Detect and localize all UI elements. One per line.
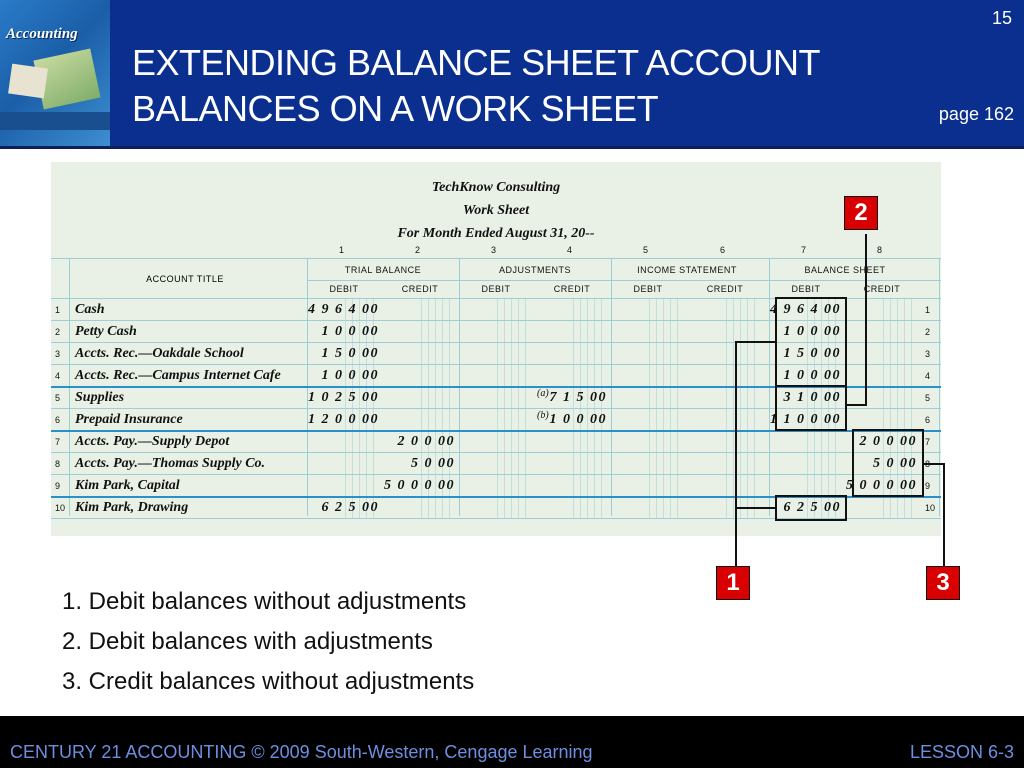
account-title: Kim Park, Capital: [75, 478, 180, 493]
row-number-right: 5: [925, 393, 931, 403]
trial-balance-debit: 1 0 0 00: [321, 368, 379, 383]
row-number-right: 4: [925, 371, 931, 381]
account-title: Supplies: [75, 390, 125, 405]
worksheet-period: For Month Ended August 31, 20--: [397, 226, 595, 241]
account-title: Accts. Rec.—Campus Internet Cafe: [75, 368, 281, 383]
row-number-right: 2: [925, 327, 931, 337]
balance-sheet-debit: 6 2 5 00: [783, 500, 841, 515]
adjustment-mark: (b): [537, 410, 549, 421]
balance-sheet-debit: 1 1 0 0 00: [770, 412, 841, 427]
row-number-left: 7: [55, 437, 61, 447]
adjustment-mark: (a): [537, 388, 549, 399]
row-number-left: 4: [55, 371, 61, 381]
column-number: 2: [415, 245, 421, 255]
debit-no-adjustment-box: [776, 298, 846, 430]
explanation-list: [62, 582, 474, 702]
adjustments-credit: 7 1 5 00: [549, 390, 607, 405]
row-number-left: 8: [55, 459, 61, 469]
trial-balance-debit: 4 9 6 4 00: [308, 302, 379, 317]
slide-title-line-1: EXTENDING BALANCE SHEET ACCOUNT: [132, 42, 820, 83]
row-number-right: 7: [925, 437, 931, 447]
trial-balance-credit: 5 0 0 0 00: [384, 478, 455, 493]
worksheet-company: TechKnow Consulting: [431, 180, 561, 195]
row-number-right: 6: [925, 415, 931, 425]
account-title: Accts. Rec.—Oakdale School: [75, 346, 244, 361]
column-group-header: TRIAL BALANCE: [344, 265, 422, 275]
balance-sheet-credit: 5 0 0 0 00: [846, 478, 917, 493]
column-group-header: ADJUSTMENTS: [498, 265, 571, 275]
row-number-right: 8: [925, 459, 931, 469]
column-number: 3: [491, 245, 497, 255]
drawing-debit-box: [776, 496, 846, 520]
trial-balance-debit: 6 2 5 00: [321, 500, 379, 515]
account-title: Prepaid Insurance: [75, 412, 183, 427]
book-cover-title: Accounting: [6, 26, 78, 42]
column-number: 7: [801, 245, 807, 255]
account-title: Accts. Pay.—Thomas Supply Co.: [75, 456, 266, 471]
adjustments-credit: 1 0 0 00: [549, 412, 607, 427]
account-title: Accts. Pay.—Supply Depot: [75, 434, 230, 449]
slide-number: 15: [991, 8, 1012, 28]
account-title-header: ACCOUNT TITLE: [146, 274, 224, 284]
row-number-right: 10: [925, 503, 936, 513]
column-subheader: DEBIT: [481, 284, 511, 294]
list-item-1: 1. Debit balances without adjustments: [62, 588, 467, 615]
column-group-header: BALANCE SHEET: [804, 265, 886, 275]
list-item-3: 3. Credit balances without adjustments: [62, 668, 475, 695]
column-number: 5: [643, 245, 649, 255]
balance-sheet-debit: 1 5 0 00: [783, 346, 841, 361]
column-subheader: CREDIT: [863, 284, 901, 294]
column-number: 6: [720, 245, 726, 255]
balance-sheet-debit: 1 0 0 00: [783, 324, 841, 339]
column-subheader: DEBIT: [791, 284, 821, 294]
balance-sheet-debit: 3 1 0 00: [783, 390, 841, 405]
balance-sheet-credit: 5 0 00: [873, 456, 917, 471]
row-number-right: 9: [925, 481, 931, 491]
connector-2: [846, 234, 866, 405]
credit-no-adjustment-box: [853, 430, 923, 496]
row-number-left: 3: [55, 349, 61, 359]
account-title: Petty Cash: [75, 324, 137, 339]
row-number-left: 10: [55, 503, 66, 513]
row-number-left: 1: [55, 305, 61, 315]
column-subheader: DEBIT: [329, 284, 359, 294]
balance-sheet-debit: 1 0 0 00: [783, 368, 841, 383]
trial-balance-debit: 1 0 0 00: [321, 324, 379, 339]
row-number-left: 9: [55, 481, 61, 491]
callout-2: 2: [844, 196, 878, 230]
account-title: Kim Park, Drawing: [75, 500, 189, 515]
connector-3: [923, 464, 944, 566]
row-number-left: 2: [55, 327, 61, 337]
page-reference: page 162: [938, 104, 1014, 124]
column-subheader: CREDIT: [401, 284, 439, 294]
row-number-right: 1: [925, 305, 931, 315]
footer-copyright: CENTURY 21 ACCOUNTING © 2009 South-Western, Cengage Learning: [10, 742, 593, 762]
debit-adjusted-box: [776, 386, 846, 430]
trial-balance-debit: 1 5 0 00: [321, 346, 379, 361]
column-number: 8: [877, 245, 883, 255]
trial-balance-debit: 1 2 0 0 00: [308, 412, 379, 427]
column-subheader: CREDIT: [706, 284, 744, 294]
balance-sheet-credit: 2 0 0 00: [859, 434, 917, 449]
trial-balance-credit: 2 0 0 00: [397, 434, 455, 449]
trial-balance-debit: 1 0 2 5 00: [308, 390, 379, 405]
row-number-right: 3: [925, 349, 931, 359]
row-number-left: 5: [55, 393, 61, 403]
callout-1: 1: [716, 566, 750, 600]
slide-title-line-2: BALANCES ON A WORK SHEET: [132, 88, 659, 129]
column-subheader: DEBIT: [633, 284, 663, 294]
connector-1: [736, 342, 776, 566]
trial-balance-credit: 5 0 00: [411, 456, 455, 471]
callout-3: 3: [926, 566, 960, 600]
footer-lesson: LESSON 6-3: [909, 742, 1014, 762]
column-group-header: INCOME STATEMENT: [637, 265, 737, 275]
list-item-2: 2. Debit balances with adjustments: [62, 628, 433, 655]
account-title: Cash: [75, 302, 105, 317]
balance-sheet-debit: 4 9 6 4 00: [770, 302, 841, 317]
column-subheader: CREDIT: [553, 284, 591, 294]
worksheet-name: Work Sheet: [462, 203, 530, 218]
column-number: 4: [567, 245, 573, 255]
column-number: 1: [339, 245, 345, 255]
row-number-left: 6: [55, 415, 61, 425]
